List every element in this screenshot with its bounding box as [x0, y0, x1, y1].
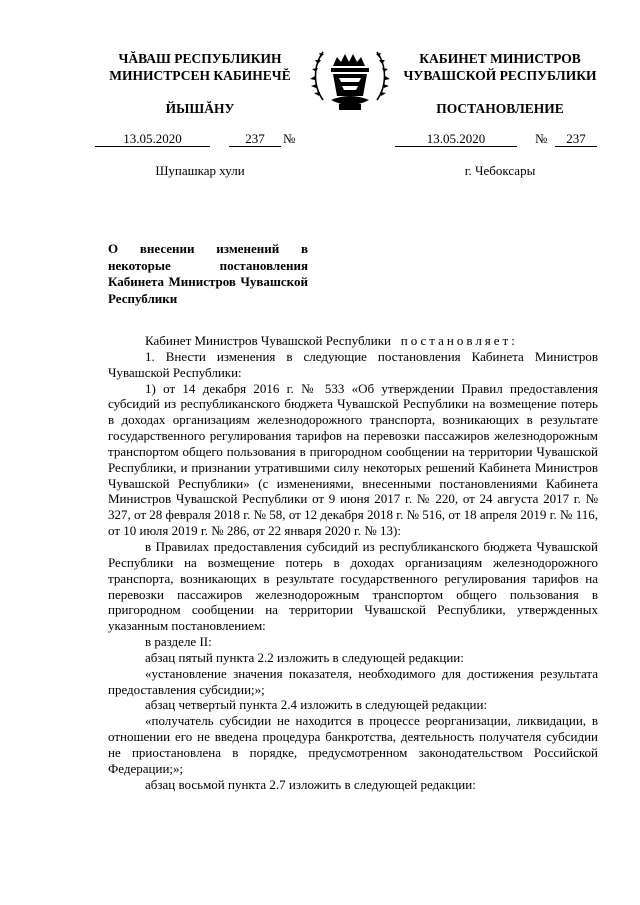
document-subject: О внесении изменений в некоторые постановления Кабинета Министров Чувашской Республики [108, 241, 308, 306]
header-left-line2: МИНИСТРСЕН КАБИНЕЧĔ [109, 68, 291, 83]
right-number: 237 [555, 132, 597, 147]
header-right [395, 50, 605, 84]
doc-type-left: ЙЫШĂНУ [165, 101, 235, 116]
document-body [108, 333, 598, 792]
dateline-right [395, 132, 600, 147]
paragraph-8: «получатель субсидии не находится в процессе реорганизации, ликвидации, в отношении его не введена процедура банкротства, деятельность получателя субсидии не приостановлена в порядке, предусмотренном законодательством Российской Федерации;»; [108, 713, 598, 776]
header-left [95, 50, 305, 84]
header-right-line2: ЧУВАШСКОЙ РЕСПУБЛИКИ [403, 68, 597, 83]
paragraph-5: абзац пятый пункта 2.2 изложить в следующей редакции: [145, 649, 464, 665]
coat-of-arms-emblem [309, 38, 391, 116]
paragraph-1: 1. Внести изменения в следующие постановления Кабинета Министров Чувашской Республики: [108, 348, 598, 380]
paragraph-9: абзац восьмой пункта 2.7 изложить в следующей редакции: [145, 776, 476, 792]
intro-action: постановляет: [400, 333, 518, 348]
paragraph-3: в Правилах предоставления субсидий из республиканского бюджета Чувашской Республики на возмещение потерь в доходах организациям железнодорожного транспорта, возникающих в результате государственного регулирования тарифов на перевозки пассажиров железнодорожным транспортом общего пользования в пригородном сообщении на территории Чувашской Республики, утвержденных указанным постановлением: [108, 538, 598, 634]
intro-text: Кабинет Министров Чувашской Республики [145, 333, 391, 348]
place-right: г. Чебоксары [464, 163, 536, 178]
paragraph-2: 1) от 14 декабря 2016 г. № 533 «Об утверждении Правил предоставления субсидий из республиканского бюджета Чувашской Республики на возмещение потерь в доходах организациям железнодорожного транспорта, возникающих в результате государственного регулирования тарифов на перевозки пассажиров железнодорожным транспортом общего пользования в пригородном сообщении на территории Чувашской Республики, и признании утратившими силу некоторых решений Кабинета Министров Чувашской Республики» (с изменениями, внесенными постановлениями Кабинета Министров Чувашской Республики от 9 июня 2017 г. № 220, от 24 августа 2017 г. № 327, от 28 февраля 2018 г. № 58, от 12 декабря 2018 г. № 516, от 18 апреля 2019 г. № 116, от 10 июля 2019 г. № 286, от 22 января 2020 г. № 13): [108, 380, 598, 539]
left-number-sign: № [283, 131, 296, 146]
doc-type-right: ПОСТАНОВЛЕНИЕ [436, 101, 564, 116]
paragraph-7: абзац четвертый пункта 2.4 изложить в следующей редакции: [145, 697, 488, 713]
place-left: Шупашкар хули [155, 163, 245, 178]
right-number-sign: № [535, 131, 548, 146]
paragraph-4: в разделе II: [145, 634, 212, 650]
header-right-line1: КАБИНЕТ МИНИСТРОВ [419, 51, 581, 66]
left-number: 237 [229, 132, 281, 147]
paragraph-6: «установление значения показателя, необходимого для достижения результата предоставления субсидии;»; [108, 665, 598, 697]
dateline-left [95, 132, 305, 147]
header-left-line1: ЧĂВАШ РЕСПУБЛИКИН [118, 51, 282, 66]
intro-paragraph [108, 333, 598, 349]
right-date: 13.05.2020 [395, 132, 517, 147]
left-date: 13.05.2020 [95, 132, 210, 147]
